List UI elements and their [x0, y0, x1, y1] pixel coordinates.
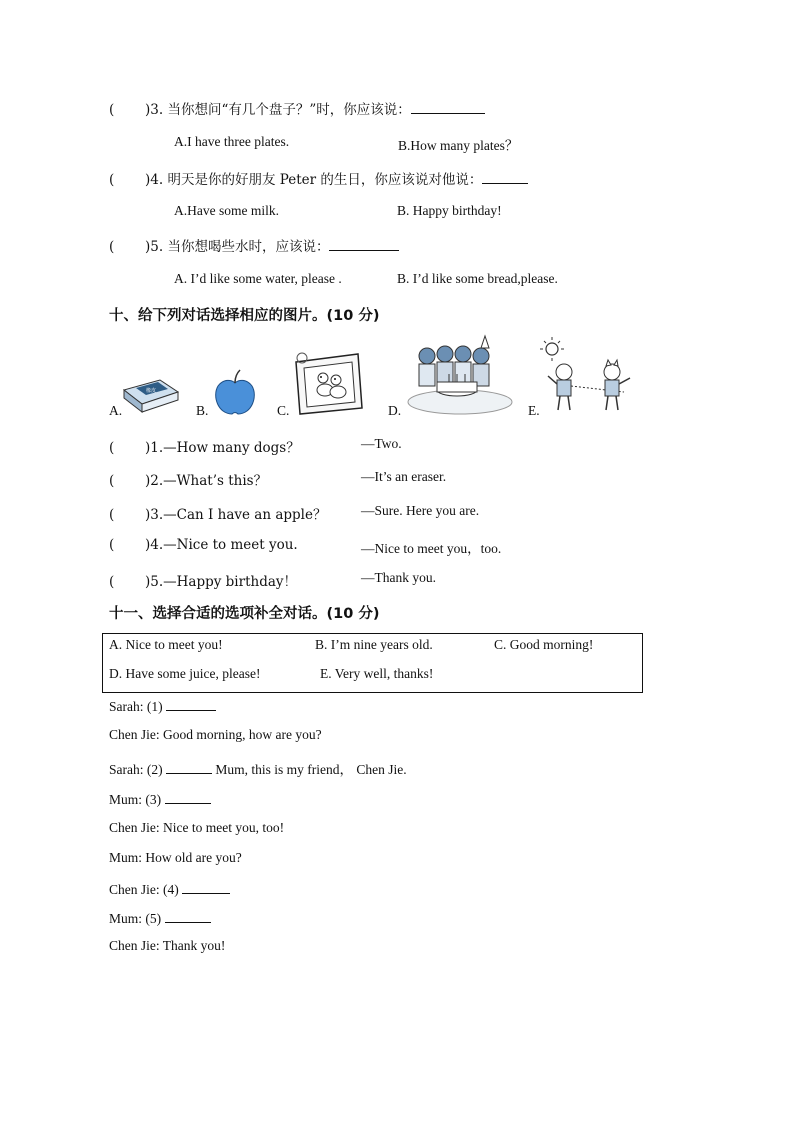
answer-paren[interactable]: (: [109, 507, 115, 523]
option-a[interactable]: A.I have three plates.: [174, 134, 290, 149]
question-text: 明天是你的好朋友 Peter 的生日，你应该说对他说：: [167, 172, 483, 188]
dog-photo-icon: [290, 350, 366, 416]
dialogue-line-7: Chen Jie: (4): [109, 880, 230, 898]
answer-paren[interactable]: (: [109, 537, 115, 553]
option-b[interactable]: B. I’d like some bread,please.: [397, 271, 558, 286]
answer-paren[interactable]: (: [109, 574, 115, 590]
birthday-party-icon: [405, 340, 515, 416]
match-item-3: ( )3.—Can I have an apple？: [109, 507, 327, 523]
question-3: ( )3. 当你想问“有几个盘子？”时，你应该说：: [109, 98, 485, 118]
match-reply-4: —Nice to meet you，too.: [361, 541, 502, 556]
eraser-icon: [122, 376, 182, 416]
answer-paren[interactable]: (: [109, 172, 115, 188]
dialogue-line-9: Chen Jie: Thank you!: [109, 938, 226, 953]
section-title-11: 十一、选择合适的选项补全对话。(10 分): [109, 606, 380, 622]
dialogue-line-5: Chen Jie: Nice to meet you, too!: [109, 820, 285, 835]
option-a: A. Nice to meet you!: [109, 637, 223, 652]
answer-blank[interactable]: [411, 100, 485, 114]
option-b: B. I’m nine years old.: [315, 637, 433, 652]
question-4: ( )4. 明天是你的好朋友 Peter 的生日，你应该说对他说：: [109, 168, 528, 188]
eraser-label: 橡皮: [146, 388, 157, 394]
dialogue-line-3: Sarah: (2) Mum, this is my friend， Chen Jie.: [109, 762, 407, 777]
dialogue-line-1: Sarah: (1): [109, 697, 216, 715]
match-item-5: ( )5.—Happy birthday！: [109, 574, 298, 590]
match-reply-2: —It’s an eraser.: [361, 469, 447, 484]
picture-label-d: D.: [388, 403, 402, 418]
picture-label-e: E.: [528, 403, 540, 418]
answer-blank[interactable]: [165, 909, 211, 923]
match-reply-5: —Thank you.: [361, 570, 436, 585]
option-d: D. Have some juice, please!: [109, 666, 261, 681]
match-reply-1: —Two.: [361, 436, 402, 451]
match-item-2: ( )2.—What’s this？: [109, 473, 268, 489]
dialogue-line-2: Chen Jie: Good morning, how are you?: [109, 727, 322, 742]
dialogue-line-8: Mum: (5): [109, 909, 211, 927]
answer-blank[interactable]: [182, 880, 230, 894]
answer-paren[interactable]: (: [109, 440, 115, 456]
dialogue-line-6: Mum: How old are you?: [109, 850, 242, 865]
answer-paren[interactable]: (: [109, 239, 115, 255]
option-a[interactable]: A. I’d like some water, please .: [174, 271, 342, 286]
answer-paren[interactable]: (: [109, 102, 115, 118]
answer-blank[interactable]: [329, 237, 399, 251]
apple-icon: [210, 366, 260, 418]
match-item-4: ( )4.—Nice to meet you.: [109, 537, 298, 553]
question-5: ( )5. 当你想喝些水时，应该说：: [109, 235, 399, 255]
option-b[interactable]: B.How many plates？: [398, 138, 519, 153]
dialogue-line-4: Mum: (3): [109, 790, 211, 808]
option-b[interactable]: B. Happy birthday!: [397, 203, 502, 218]
greeting-kids-icon: [540, 340, 640, 416]
section-title-10: 十、给下列对话选择相应的图片。(10 分): [109, 308, 380, 324]
answer-blank[interactable]: [166, 760, 212, 774]
answer-blank[interactable]: [482, 170, 528, 184]
answer-blank[interactable]: [165, 790, 211, 804]
option-a[interactable]: A.Have some milk.: [174, 203, 279, 218]
question-text: 当你想喝些水时，应该说：: [167, 239, 330, 255]
answer-paren[interactable]: (: [109, 473, 115, 489]
question-text: 当你想问“有几个盘子？”时，你应该说：: [167, 102, 411, 118]
option-c: C. Good morning!: [494, 637, 594, 652]
picture-label-b: B.: [196, 403, 209, 418]
match-reply-3: —Sure. Here you are.: [361, 503, 480, 518]
option-e: E. Very well, thanks!: [320, 666, 434, 681]
picture-label-c: C.: [277, 403, 290, 418]
match-item-1: ( )1.—How many dogs？: [109, 440, 300, 456]
picture-label-a: A.: [109, 403, 123, 418]
answer-blank[interactable]: [166, 697, 216, 711]
